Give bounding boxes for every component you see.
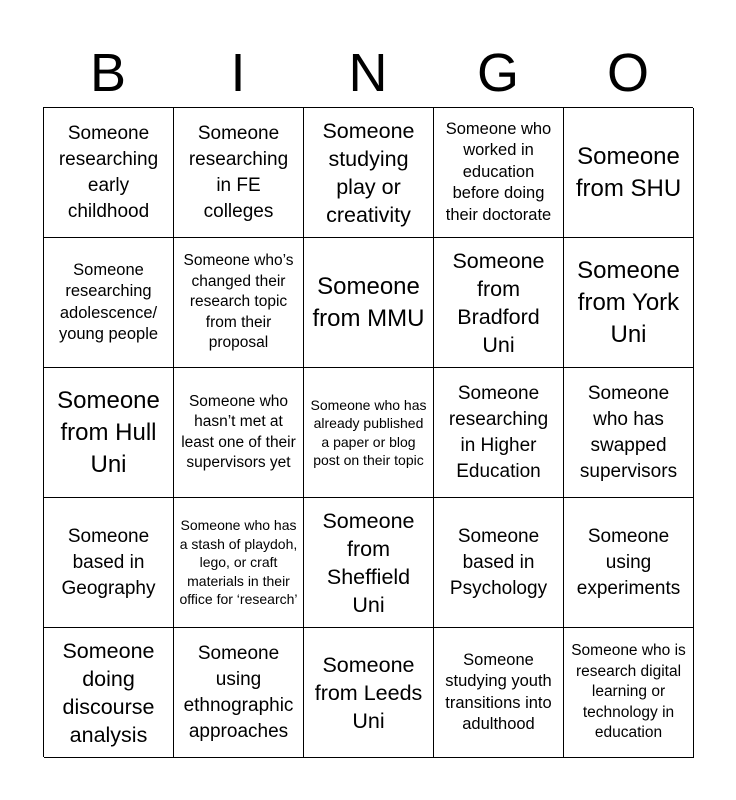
cell-text: Someone who has already published a paper or blog post on their topic	[310, 396, 427, 468]
header-letter-b: B	[89, 43, 127, 103]
cell-text: Someone who’s changed their research topic from their proposal	[183, 252, 294, 352]
cell-text: Someone who has a stash of playdoh, lego, or craft materials in their office for ‘research’	[179, 517, 298, 608]
bingo-cell[interactable]	[44, 238, 174, 368]
bingo-cell[interactable]	[44, 108, 174, 238]
bingo-cell[interactable]	[564, 498, 694, 628]
cell-text: Someone who hasn’t met at least one of their supervisors yet	[181, 392, 296, 471]
bingo-cell[interactable]	[304, 238, 434, 368]
bingo-cell[interactable]	[564, 628, 694, 758]
bingo-cell[interactable]	[44, 368, 174, 498]
cell-text: Someone researching adolescence/ young people	[58, 260, 159, 343]
cell-text: Someone from York Uni	[577, 256, 680, 348]
bingo-cell[interactable]	[174, 108, 304, 238]
cell-text: Someone studying youth transitions into adulthood	[445, 650, 552, 733]
bingo-cell[interactable]	[434, 368, 564, 498]
bingo-cell[interactable]	[174, 368, 304, 498]
cell-text: Someone based in Geography	[61, 525, 156, 599]
cell-text: Someone doing discourse analysis	[62, 638, 155, 747]
bingo-cell[interactable]	[44, 628, 174, 758]
header-letter-o: O	[606, 43, 649, 103]
cell-text: Someone studying play or creativity	[322, 118, 415, 227]
header-letter-g: G	[476, 43, 519, 103]
bingo-cell[interactable]	[434, 628, 564, 758]
bingo-cell[interactable]	[434, 498, 564, 628]
cell-text: Someone who has swapped supervisors	[579, 382, 678, 482]
bingo-cell[interactable]	[564, 238, 694, 368]
bingo-cell[interactable]	[174, 628, 304, 758]
bingo-cell[interactable]	[434, 238, 564, 368]
header-letter-n: N	[348, 43, 388, 103]
cell-text: Someone who worked in education before doing their doctorate	[445, 119, 552, 224]
bingo-cell[interactable]	[434, 108, 564, 238]
bingo-cell[interactable]	[564, 108, 694, 238]
bingo-cell[interactable]	[174, 498, 304, 628]
bingo-cell[interactable]	[304, 498, 434, 628]
cell-text: Someone using ethnographic approaches	[183, 642, 294, 742]
cell-text: Someone who is research digital learning or technology in education	[571, 642, 686, 742]
cell-text: Someone from Leeds Uni	[314, 652, 423, 733]
cell-text: Someone based in Psychology	[449, 525, 548, 599]
cell-text: Someone researching early childhood	[58, 122, 159, 222]
cell-text: Someone from SHU	[575, 142, 682, 202]
bingo-header	[43, 40, 693, 106]
bingo-cell[interactable]	[304, 628, 434, 758]
cell-text: Someone researching in FE colleges	[188, 122, 289, 222]
cell-text: Someone from MMU	[312, 272, 425, 332]
bingo-cell[interactable]	[304, 368, 434, 498]
cell-text: Someone using experiments	[576, 525, 681, 599]
cell-text: Someone from Hull Uni	[57, 386, 160, 478]
cell-text: Someone from Bradford Uni	[452, 248, 545, 357]
bingo-cell[interactable]	[44, 498, 174, 628]
bingo-card-grid	[43, 107, 693, 757]
bingo-cell[interactable]	[564, 368, 694, 498]
cell-text: Someone from Sheffield Uni	[322, 508, 415, 617]
bingo-cell[interactable]	[174, 238, 304, 368]
header-letter-i: I	[230, 43, 246, 103]
cell-text: Someone researching in Higher Education	[448, 382, 549, 482]
bingo-cell[interactable]	[304, 108, 434, 238]
